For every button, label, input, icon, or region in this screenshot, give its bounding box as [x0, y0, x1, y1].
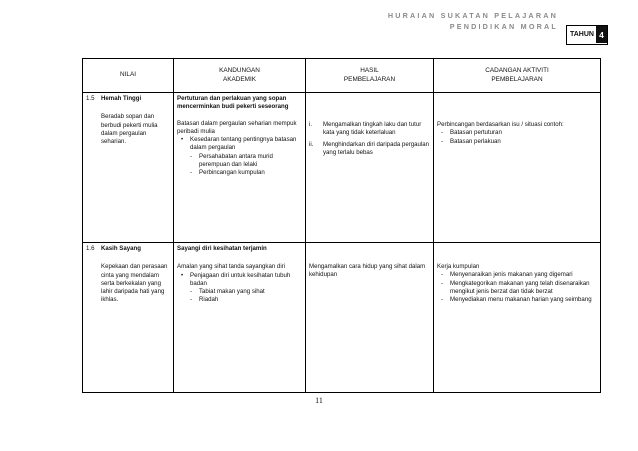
list-item	[309, 121, 430, 138]
dash-icon: -	[441, 279, 444, 287]
column-header-kandungan	[174, 59, 306, 93]
kandungan-cell	[174, 243, 306, 393]
kandungan-title: Sayangi diri kesihatan terjamin	[177, 245, 267, 252]
kandungan-intro: Amalan yang sihat tanda sayangkan diri	[177, 263, 286, 271]
kandungan-subitem: Riadah	[199, 296, 219, 304]
nilai-heading	[86, 95, 170, 103]
dash-icon: -	[190, 152, 193, 160]
nilai-cell	[83, 93, 174, 243]
list-item	[181, 272, 302, 289]
dash-icon: -	[441, 296, 444, 304]
dash-icon: -	[441, 271, 444, 279]
table-header-row	[83, 59, 601, 93]
dash-icon: -	[441, 137, 444, 145]
hasil-text: Mengamalkan cara hidup yang sihat dalam kehidupan	[309, 263, 426, 279]
column-header-nilai	[83, 59, 174, 93]
hasil-text: Mengamalkan tingkah laku dan tutur kata yang tidak keterlaluan	[323, 121, 422, 137]
list-item	[441, 271, 597, 279]
hasil-cell	[306, 93, 434, 243]
nilai-title: Kasih Sayang	[101, 245, 141, 252]
column-header-aktiviti-text: CADANGAN AKTIVITI PEMBELAJARAN	[485, 67, 549, 83]
kandungan-subitem: Persahabatan antara murid perempuan dan lelaki	[199, 152, 273, 169]
nilai-heading	[86, 245, 170, 253]
table-row	[83, 243, 601, 393]
kandungan-cell	[174, 93, 306, 243]
column-header-hasil	[306, 59, 434, 93]
aktiviti-cell	[434, 243, 601, 393]
roman-marker: i.	[309, 121, 313, 128]
document-header-title	[388, 10, 558, 32]
header-title-line1: HURAIAN SUKATAN PELAJARAN	[387, 11, 558, 20]
kandungan-subitem: Perbincangan kumpulan	[199, 169, 265, 177]
kandungan-intro: Batasan dalam pergaulan seharian mempuk peribadi mulia	[177, 119, 297, 135]
list-item	[441, 138, 597, 146]
column-header-kandungan-text: KANDUNGAN AKADEMIK	[219, 67, 260, 83]
list-item	[181, 136, 302, 153]
aktiviti-intro: Perbincangan berdasarkan isu / situasi contoh:	[437, 121, 564, 128]
aktiviti-item: Batasan perlakuan	[450, 137, 501, 145]
column-header-hasil-text: HASIL PEMBELAJARAN	[343, 67, 396, 83]
table-row	[83, 93, 601, 243]
list-item	[441, 129, 597, 137]
nilai-number: 1.6	[86, 245, 95, 252]
list-item	[441, 296, 597, 304]
list-item	[309, 141, 430, 158]
syllabus-table	[82, 58, 601, 393]
column-header-nilai-text: NILAI	[120, 71, 136, 79]
hasil-text: Menghindarkan diri daripada pergaulan yang terlalu bebas	[323, 140, 430, 156]
aktiviti-item: Menyenaraikan jenis makanan yang digemari	[450, 271, 573, 279]
list-item	[190, 296, 302, 304]
kandungan-title: Pertuturan dan perlakuan yang sopan mencerminkan budi pekerti seseorang	[177, 95, 289, 111]
aktiviti-cell	[434, 93, 601, 243]
page-number: 11	[315, 396, 323, 405]
kandungan-subitem: Tabiat makan yang sihat	[199, 288, 265, 296]
year-label: TAHUN	[570, 31, 594, 38]
aktiviti-intro: Kerja kumpulan	[437, 263, 480, 270]
bullet-icon: •	[181, 271, 184, 279]
year-badge	[566, 25, 608, 45]
aktiviti-item: Batasan pertuturan	[450, 129, 502, 137]
kandungan-bullet: Kesedaran tentang pentingnya batasan dalam pergaulan	[190, 136, 297, 152]
nilai-cell	[83, 243, 174, 393]
column-header-aktiviti	[434, 59, 601, 93]
nilai-description: Kepekaan dan perasaan cinta yang mendalam serta berkekalan yang lahir daripada hati yang ikhlas.	[101, 263, 168, 304]
header-title-line2: PENDIDIKAN MORAL	[449, 22, 558, 31]
dash-icon: -	[190, 296, 193, 304]
kandungan-bullet: Penjagaan diri untuk kesihatan tubuh badan	[190, 271, 291, 287]
list-item	[190, 153, 302, 170]
year-number: 4	[596, 26, 607, 43]
list-item	[190, 288, 302, 296]
list-item	[190, 169, 302, 177]
nilai-description: Beradab sopan dan berbudi pekerti mulia dalam pergaulan seharian.	[101, 113, 158, 146]
nilai-number: 1.5	[86, 95, 95, 102]
hasil-cell	[306, 243, 434, 393]
dash-icon: -	[190, 169, 193, 177]
nilai-title: Hemah Tinggi	[101, 95, 142, 102]
roman-marker: ii.	[309, 140, 314, 148]
aktiviti-item: Mengkategorikan makanan yang telah disenaraikan mengikut jenis berzat dan tidak berzat	[450, 279, 590, 295]
dash-icon: -	[441, 129, 444, 137]
bullet-icon: •	[181, 136, 184, 144]
list-item	[441, 280, 597, 297]
aktiviti-item: Menyediakan menu makanan harian yang seimbang	[450, 296, 592, 304]
dash-icon: -	[190, 288, 193, 296]
